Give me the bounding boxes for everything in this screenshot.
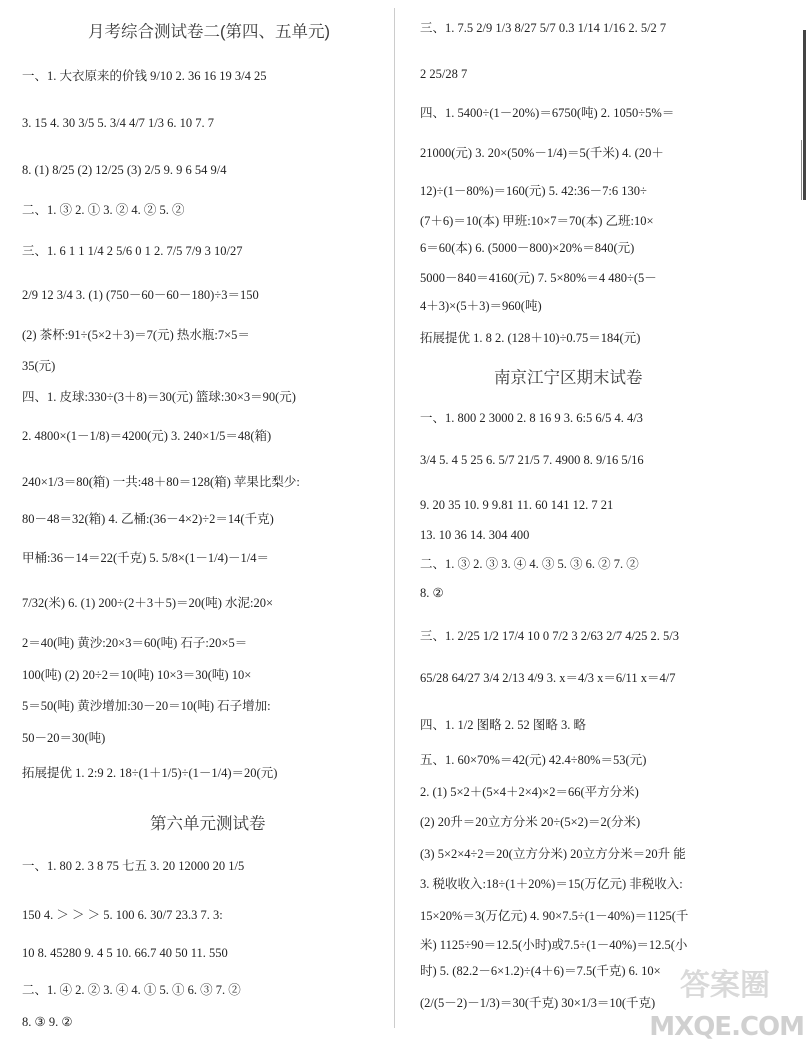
answer-line: (7＋6)＝10(本) 甲班:10×7＝70(本) 乙班:10× <box>420 214 654 228</box>
answer-line: 65/28 64/27 3/4 2/13 4/9 3. x＝4/3 x＝6/11 x＝4/7 <box>420 671 676 685</box>
answer-line: 12)÷(1－80%)＝160(元) 5. 42:36－7:6 130÷ <box>420 184 647 198</box>
answer-line: 三、1. 2/25 1/2 17/4 10 0 7/2 3 2/63 2/7 4/25 2. 5/3 <box>420 629 680 643</box>
answer-line: 8. ③ 9. ② <box>22 1015 73 1029</box>
answer-line: 3. 税收收入:18÷(1＋20%)＝15(万亿元) 非税收入: <box>420 877 683 891</box>
section-title-unit6-test: 第六单元测试卷 <box>150 815 266 833</box>
answer-line: 四、1. 5400÷(1－20%)＝6750(吨) 2. 1050÷5%＝ <box>420 106 675 120</box>
answer-line: 8. (1) 8/25 (2) 12/25 (3) 2/5 9. 9 6 54 9/4 <box>22 163 227 177</box>
answer-line: 2. 4800×(1－1/8)＝4200(元) 3. 240×1/5＝48(箱) <box>22 429 272 443</box>
page-edge-mark <box>803 30 806 200</box>
answer-line: 5000－840＝4160(元) 7. 5×80%＝4 480÷(5－ <box>420 271 657 285</box>
answer-line: 50－20＝30(吨) <box>22 731 106 745</box>
answer-line: 80－48＝32(箱) 4. 乙桶:(36－4×2)÷2＝14(千克) <box>22 512 274 526</box>
answer-line: 二、1. ④ 2. ② 3. ④ 4. ① 5. ① 6. ③ 7. ② <box>22 983 241 997</box>
answer-line: 2/9 12 3/4 3. (1) (750－60－60－180)÷3＝150 <box>22 288 259 302</box>
answer-line: 米) 1125÷90＝12.5(小时)或7.5÷(1－40%)＝12.5(小 <box>420 938 688 952</box>
answer-line: 7/32(米) 6. (1) 200÷(2＋3＋5)＝20(吨) 水泥:20× <box>22 596 274 610</box>
answer-line: 一、1. 大衣原来的价钱 9/10 2. 36 16 19 3/4 25 <box>22 69 267 83</box>
answer-line: 2＝40(吨) 黄沙:20×3＝60(吨) 石子:20×5＝ <box>22 636 248 650</box>
answer-line: 15×20%＝3(万亿元) 4. 90×7.5÷(1－40%)＝1125(千 <box>420 909 689 923</box>
answer-line: 6＝60(本) 6. (5000－800)×20%＝840(元) <box>420 241 635 255</box>
answer-line: 150 4. ＞ ＞ ＞ 5. 100 6. 30/7 23.3 7. 3: <box>22 908 223 922</box>
answer-line: 240×1/3＝80(箱) 一共:48＋80＝128(箱) 苹果比梨少: <box>22 475 300 489</box>
answer-line: (2) 茶杯:91÷(5×2＋3)＝7(元) 热水瓶:7×5＝ <box>22 328 250 342</box>
answer-line: 3. 15 4. 30 3/5 5. 3/4 4/7 1/3 6. 10 7. 7 <box>22 116 215 130</box>
watermark-logo: 答案圈 <box>680 968 770 1003</box>
answer-line: 8. ② <box>420 586 444 600</box>
answer-line: 三、1. 6 1 1 1/4 2 5/6 0 1 2. 7/5 7/9 3 10/27 <box>22 244 243 258</box>
answer-line: 时) 5. (82.2－6×1.2)÷(4＋6)＝7.5(千克) 6. 10× <box>420 964 661 978</box>
column-divider <box>394 8 395 1028</box>
answer-line: 10 8. 45280 9. 4 5 10. 66.7 40 50 11. 550 <box>22 946 228 960</box>
answer-line: (3) 5×2×4÷2＝20(立方分米) 20立方分米＝20升 能 <box>420 847 686 861</box>
answer-line: 4＋3)×(5＋3)＝960(吨) <box>420 299 542 313</box>
answer-line: 13. 10 36 14. 304 400 <box>420 528 530 542</box>
answer-line: 三、1. 7.5 2/9 1/3 8/27 5/7 0.3 1/14 1/16 2. 5/2 7 <box>420 21 667 35</box>
answer-line: 100(吨) (2) 20÷2＝10(吨) 10×3＝30(吨) 10× <box>22 668 252 682</box>
answer-line: 二、1. ③ 2. ③ 3. ④ 4. ③ 5. ③ 6. ② 7. ② <box>420 557 639 571</box>
answer-line: 二、1. ③ 2. ① 3. ② 4. ② 5. ② <box>22 203 185 217</box>
section-title-monthly-test-2: 月考综合测试卷二(第四、五单元) <box>88 23 330 41</box>
answer-line: (2/(5－2)－1/3)＝30(千克) 30×1/3＝10(千克) <box>420 996 656 1010</box>
answer-line: 5＝50(吨) 黄沙增加:30－20＝10(吨) 石子增加: <box>22 699 271 713</box>
answer-line: 四、1. 1/2 图略 2. 52 图略 3. 略 <box>420 718 586 732</box>
answer-line: 21000(元) 3. 20×(50%－1/4)＝5(千米) 4. (20＋ <box>420 146 664 160</box>
answer-line: 9. 20 35 10. 9 9.81 11. 60 141 12. 7 21 <box>420 498 614 512</box>
answer-line: 四、1. 皮球:330÷(3＋8)＝30(元) 篮球:30×3＝90(元) <box>22 390 296 404</box>
answer-line: (2) 20升＝20立方分米 20÷(5×2)＝2(分米) <box>420 815 641 829</box>
answer-line: 五、1. 60×70%＝42(元) 42.4÷80%＝53(元) <box>420 753 647 767</box>
answer-line: 一、1. 800 2 3000 2. 8 16 9 3. 6:5 6/5 4. 4/3 <box>420 411 643 425</box>
watermark-url: MXQE.COM <box>649 1012 804 1042</box>
answer-line: 2 25/28 7 <box>420 67 468 81</box>
answer-line: 甲桶:36－14＝22(千克) 5. 5/8×(1－1/4)－1/4＝ <box>22 551 269 565</box>
answer-line: 35(元) <box>22 359 56 373</box>
section-title-jiangning-final: 南京江宁区期末试卷 <box>494 369 643 387</box>
answer-line: 2. (1) 5×2＋(5×4＋2×4)×2＝66(平方分米) <box>420 785 639 799</box>
answer-line: 拓展提优 1. 8 2. (128＋10)÷0.75＝184(元) <box>420 331 641 345</box>
answer-line: 一、1. 80 2. 3 8 75 七五 3. 20 12000 20 1/5 <box>22 859 245 873</box>
answer-line: 3/4 5. 4 5 25 6. 5/7 21/5 7. 4900 8. 9/16 5/16 <box>420 453 644 467</box>
answer-line: 拓展提优 1. 2:9 2. 18÷(1＋1/5)÷(1－1/4)＝20(元) <box>22 766 278 780</box>
